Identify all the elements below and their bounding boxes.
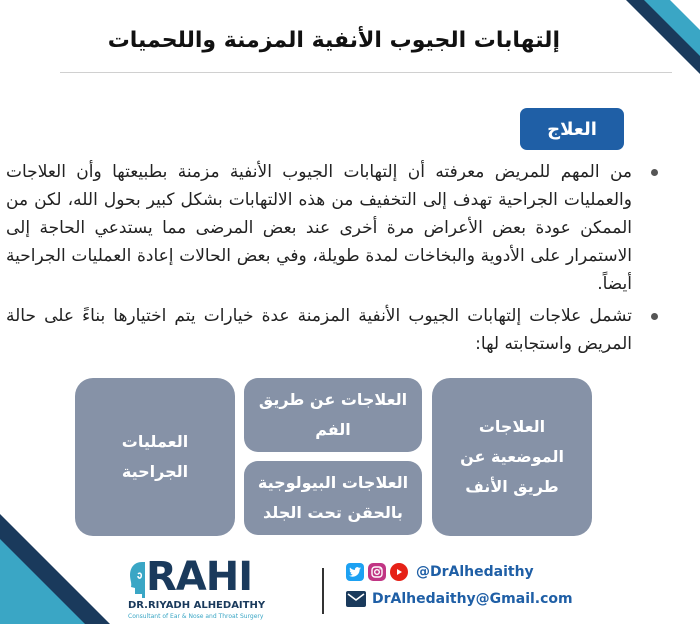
bullet-item <box>6 158 632 298</box>
treatment-oral-line: العلاجات عن طريق <box>258 390 408 409</box>
bullet-dot-icon <box>651 169 658 176</box>
treatment-topical-line: الموضعية عن <box>460 447 564 466</box>
treatment-oral-line: الفم <box>315 420 351 439</box>
treatment-topical-line: طريق الأنف <box>465 477 559 496</box>
treatment-biologic-line: بالحقن تحت الجلد <box>263 503 403 522</box>
brand-logo <box>128 554 270 620</box>
page-title: إلتهابات الجيوب الأنفية المزمنة واللحميات <box>107 28 560 53</box>
logo-doctor-name: DR.RIYADH ALHEDAITHY <box>128 600 266 611</box>
bullet-item <box>6 302 632 358</box>
footer-divider <box>322 568 324 614</box>
treatment-surgical-line: الجراحية <box>121 462 189 481</box>
logo-wordmark: RAHI <box>146 554 253 600</box>
corner-cutout-top-right <box>670 0 700 30</box>
title-divider <box>60 72 672 73</box>
corner-accent-bottom-left <box>0 539 85 624</box>
instagram-icon[interactable] <box>368 563 386 581</box>
social-handle[interactable]: @DrAlhedaithy <box>416 564 534 580</box>
contact-email <box>346 591 573 607</box>
twitter-icon[interactable] <box>346 563 364 581</box>
bullet-text: تشمل علاجات إلتهابات الجيوب الأنفية المزمنة عدة خيارات يتم اختيارها بناءً على حالة المريض واستجابته لها: <box>6 306 632 354</box>
section-badge: العلاج <box>520 108 624 150</box>
treatment-topical-line: العلاجات <box>478 417 546 436</box>
youtube-icon[interactable] <box>390 563 408 581</box>
treatment-oral-box <box>244 378 422 452</box>
treatment-biologic-line: العلاجات البيولوجية <box>257 473 409 492</box>
bullet-text: من المهم للمريض معرفته أن إلتهابات الجيوب الأنفية مزمنة بطبيعتها وأن العلاجات والعمليات الجراحية تهدف إلى التخفيف من هذه الالتهابات بشكل كبير بحول الله، لكن من الممكن عودة بعض الأعراض مرة أخرى عند بعض المرضى مما يستدعي الحاجة إلى الاستمرار على الأدوية والبخاخات لمدة طويلة، وفي بعض الحالات إعادة العمليات الجراحية أيضاً. <box>6 162 632 294</box>
social-links <box>346 563 534 581</box>
bullet-dot-icon <box>651 313 658 320</box>
treatment-surgical-box <box>75 378 235 536</box>
treatment-topical-box <box>432 378 592 536</box>
email-link[interactable]: DrAlhedaithy@Gmail.com <box>372 591 573 607</box>
profile-head-icon <box>128 560 146 600</box>
logo-subtitle: Consultant of Ear & Nose and Throat Surgery <box>128 613 264 620</box>
treatment-biologic-box <box>244 461 422 535</box>
treatment-surgical-line: العمليات <box>121 432 189 451</box>
bullet-list <box>6 158 632 362</box>
mail-icon <box>346 591 366 607</box>
